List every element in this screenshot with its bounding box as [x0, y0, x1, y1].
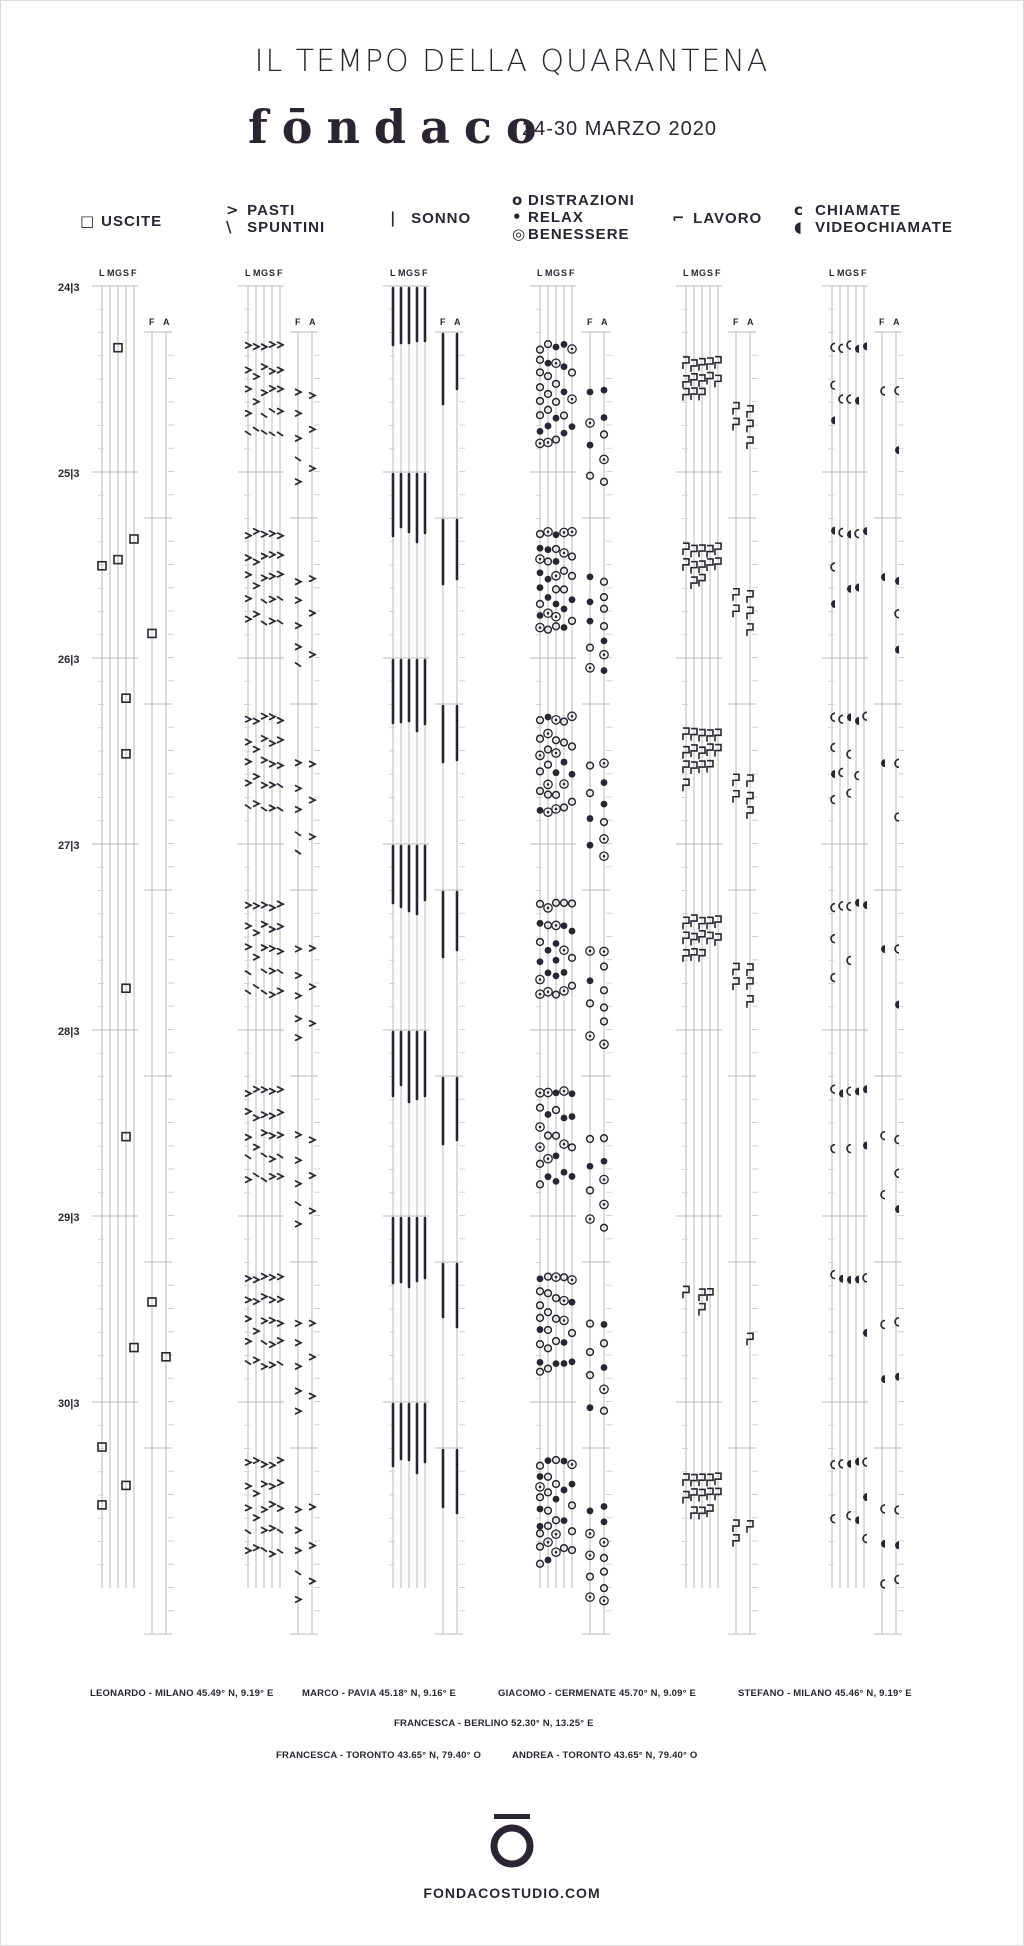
day-label: 30|3 — [58, 1398, 80, 1410]
relax-mark — [601, 387, 608, 394]
call-mark — [895, 759, 899, 767]
relax-mark — [587, 842, 594, 849]
call-mark — [855, 772, 859, 780]
relax-mark — [561, 1115, 568, 1122]
call-mark — [881, 1580, 885, 1588]
legend-distrazioni: o DISTRAZIONI • RELAX ◎ BENESSERE — [512, 191, 635, 243]
legend-sonno: | SONNO — [390, 209, 472, 227]
wellness-mark — [603, 458, 606, 461]
call-mark — [831, 796, 835, 804]
relax-mark — [537, 1275, 544, 1282]
relax-mark — [545, 1457, 552, 1464]
call-mark — [831, 743, 835, 751]
relax-mark — [553, 1360, 560, 1367]
relax-mark — [601, 667, 608, 674]
wellness-mark — [563, 990, 566, 993]
relax-mark — [601, 1518, 608, 1525]
wellness-mark — [603, 1043, 606, 1046]
person-letter-a: G — [845, 268, 853, 278]
wellness-mark — [563, 552, 566, 555]
call-mark — [881, 1191, 885, 1199]
call-mark — [881, 387, 885, 395]
call-mark — [863, 1458, 867, 1466]
square-icon: □ — [80, 212, 96, 230]
wellness-mark — [603, 1541, 606, 1544]
person-letter-a: G — [406, 268, 414, 278]
person-andrea: ANDREA - TORONTO 43.65° N, 79.40° O — [512, 1750, 698, 1761]
relax-mark — [587, 618, 594, 625]
wellness-mark — [555, 808, 558, 811]
wellness-mark — [603, 838, 606, 841]
day-label: 29|3 — [58, 1212, 80, 1224]
c-icon: c — [794, 201, 804, 219]
wellness-mark — [563, 531, 566, 534]
day-label: 28|3 — [58, 1026, 80, 1038]
person-letter-b: A — [601, 317, 608, 327]
wellness-mark — [539, 754, 542, 757]
relax-mark — [601, 1158, 608, 1165]
wellness-mark — [589, 422, 592, 425]
call-mark — [881, 1320, 885, 1328]
relax-mark — [537, 428, 544, 435]
relax-mark — [561, 363, 568, 370]
relax-mark — [545, 969, 552, 976]
relax-mark — [569, 1358, 576, 1365]
relax-mark — [569, 1090, 576, 1097]
relax-mark — [569, 1113, 576, 1120]
relax-mark — [561, 1169, 568, 1176]
relax-mark — [537, 1326, 544, 1333]
wellness-mark — [547, 1157, 550, 1160]
relax-mark — [553, 344, 560, 351]
wellness-mark — [555, 615, 558, 618]
day-label: 25|3 — [58, 468, 80, 480]
relax-mark — [601, 1321, 608, 1328]
chevron-icon: > — [226, 201, 240, 219]
call-mark — [895, 1575, 899, 1583]
call-mark — [847, 1087, 851, 1095]
wellness-mark — [603, 1388, 606, 1391]
relax-mark — [553, 957, 560, 964]
relax-mark — [537, 807, 544, 814]
wellness-mark — [555, 924, 558, 927]
relax-mark — [587, 442, 594, 449]
call-mark — [831, 713, 835, 721]
person-letter-a: L — [245, 268, 251, 278]
call-mark — [839, 902, 843, 910]
call-mark — [847, 789, 851, 797]
relax-mark — [537, 1506, 544, 1513]
call-mark — [831, 1461, 835, 1469]
wellness-mark — [603, 855, 606, 858]
call-mark — [831, 563, 835, 571]
relax-mark — [601, 414, 608, 421]
wellness-mark — [589, 666, 592, 669]
wellness-mark — [563, 1143, 566, 1146]
wellness-mark — [555, 1533, 558, 1536]
call-mark — [863, 1535, 867, 1543]
zigzag-icon: ⌐ — [672, 209, 686, 227]
relax-mark — [553, 940, 560, 947]
wellness-mark — [589, 1596, 592, 1599]
relax-mark — [553, 1178, 560, 1185]
relax-mark — [545, 1111, 552, 1118]
relax-mark — [561, 969, 568, 976]
wellness-mark — [603, 1178, 606, 1181]
call-mark — [863, 712, 867, 720]
relax-mark — [537, 958, 544, 965]
relax-mark — [601, 637, 608, 644]
wellness-mark — [563, 1090, 566, 1093]
wellness-mark — [539, 442, 542, 445]
call-mark — [831, 1145, 835, 1153]
relax-mark — [601, 1503, 608, 1510]
relax-mark — [569, 928, 576, 935]
person-letter-a: G — [553, 268, 561, 278]
person-letter-a: M — [398, 268, 406, 278]
relax-mark — [561, 1339, 568, 1346]
relax-mark — [537, 569, 544, 576]
person-letter-a: L — [390, 268, 396, 278]
wellness-mark — [563, 1299, 566, 1302]
relax-mark — [561, 922, 568, 929]
relax-mark — [545, 423, 552, 430]
legend-pasti: > PASTI \ SPUNTINI — [226, 201, 326, 236]
person-letter-b: F — [149, 317, 155, 327]
wellness-mark — [603, 762, 606, 765]
person-letter-b: F — [295, 317, 301, 327]
wellness-mark — [539, 626, 542, 629]
person-letter-a: S — [414, 268, 421, 278]
relax-mark — [569, 771, 576, 778]
call-mark — [895, 1506, 899, 1514]
page-title: IL TEMPO DELLA QUARANTENA — [254, 44, 770, 79]
relax-mark — [561, 1458, 568, 1465]
person-letter-a: M — [545, 268, 553, 278]
wellness-mark — [539, 978, 542, 981]
legend-chiamate: c CHIAMATE ◖ VIDEOCHIAMATE — [794, 201, 953, 236]
wellness-mark — [547, 990, 550, 993]
relax-mark — [569, 1481, 576, 1488]
relax-mark — [569, 1173, 576, 1180]
person-letter-b: A — [893, 317, 900, 327]
call-mark — [847, 395, 851, 403]
brand-wordmark: fōndaco — [248, 100, 551, 154]
relax-mark — [537, 612, 544, 619]
person-francesca-toronto: FRANCESCA - TORONTO 43.65° N, 79.40° O — [276, 1750, 482, 1761]
person-letter-a: M — [837, 268, 845, 278]
call-mark — [895, 387, 899, 395]
call-mark — [847, 1512, 851, 1520]
wellness-mark — [547, 612, 550, 615]
wellness-mark — [555, 719, 558, 722]
call-mark — [839, 1460, 843, 1468]
wellness-mark — [589, 1554, 592, 1557]
relax-mark — [545, 360, 552, 367]
relax-mark — [561, 1517, 568, 1524]
person-marco: MARCO - PAVIA 45.18° N, 9.16° E — [302, 1688, 457, 1699]
call-mark — [847, 341, 851, 349]
wellness-mark — [555, 1276, 558, 1279]
website-link[interactable]: FONDACOSTUDIO.COM — [423, 1885, 601, 1901]
relax-mark — [553, 1089, 560, 1096]
call-mark — [847, 956, 851, 964]
person-letter-a: M — [107, 268, 115, 278]
wellness-mark — [603, 653, 606, 656]
relax-mark — [601, 1364, 608, 1371]
dot-icon: • — [512, 208, 523, 226]
wellness-mark — [547, 732, 550, 735]
relax-mark — [569, 596, 576, 603]
relax-mark — [545, 1557, 552, 1564]
relax-mark — [545, 947, 552, 954]
relax-mark — [537, 1523, 544, 1530]
relax-mark — [545, 594, 552, 601]
person-letter-b: F — [587, 317, 593, 327]
wellness-mark — [555, 752, 558, 755]
person-letter-a: S — [561, 268, 568, 278]
person-letter-b: A — [747, 317, 754, 327]
call-mark — [847, 750, 851, 758]
person-letter-a: S — [123, 268, 130, 278]
call-mark — [895, 1136, 899, 1144]
relax-mark — [587, 1508, 594, 1515]
relax-mark — [537, 1473, 544, 1480]
wellness-mark — [603, 1203, 606, 1206]
person-letter-a: M — [691, 268, 699, 278]
wellness-mark — [547, 531, 550, 534]
call-mark — [839, 528, 843, 536]
call-mark — [855, 530, 859, 538]
relax-mark — [569, 1299, 576, 1306]
relax-mark — [545, 576, 552, 583]
wellness-mark — [547, 1541, 550, 1544]
wellness-mark — [571, 398, 574, 401]
relax-mark — [553, 1496, 560, 1503]
person-letter-b: F — [879, 317, 885, 327]
relax-mark — [587, 815, 594, 822]
person-letter-b: F — [440, 317, 446, 327]
call-mark — [831, 381, 835, 389]
call-mark — [847, 1145, 851, 1153]
wellness-mark — [563, 783, 566, 786]
person-letter-a: L — [829, 268, 835, 278]
call-mark — [863, 1274, 867, 1282]
person-giacomo: GIACOMO - CERMENATE 45.70° N, 9.09° E — [498, 1688, 697, 1699]
circle-icon: o — [512, 191, 524, 209]
target-icon: ◎ — [512, 225, 527, 243]
relax-mark — [537, 584, 544, 591]
relax-mark — [537, 920, 544, 927]
relax-mark — [587, 977, 594, 984]
legend-lavoro: ⌐ LAVORO — [672, 209, 763, 227]
relax-mark — [561, 341, 568, 348]
wellness-mark — [589, 1035, 592, 1038]
person-letter-a: L — [683, 268, 689, 278]
relax-mark — [553, 769, 560, 776]
wellness-mark — [539, 1146, 542, 1149]
relax-mark — [553, 558, 560, 565]
relax-mark — [561, 624, 568, 631]
person-letter-a: F — [422, 268, 428, 278]
wellness-mark — [539, 993, 542, 996]
call-mark — [881, 1505, 885, 1513]
relax-mark — [587, 573, 594, 580]
wellness-mark — [589, 1532, 592, 1535]
relax-mark — [587, 389, 594, 396]
person-letter-a: F — [715, 268, 721, 278]
wellness-mark — [555, 1551, 558, 1554]
person-letter-b: A — [309, 317, 316, 327]
person-letter-b: A — [163, 317, 170, 327]
person-letter-a: G — [115, 268, 123, 278]
relax-mark — [561, 388, 568, 395]
wellness-mark — [547, 1091, 550, 1094]
person-letter-a: F — [861, 268, 867, 278]
wellness-mark — [539, 1486, 542, 1489]
call-mark — [847, 902, 851, 910]
person-letter-a: S — [707, 268, 714, 278]
day-label: 27|3 — [58, 840, 80, 852]
call-mark — [831, 343, 835, 351]
relax-mark — [587, 1163, 594, 1170]
relax-mark — [545, 714, 552, 721]
wellness-mark — [589, 950, 592, 953]
wellness-mark — [539, 558, 542, 561]
person-letter-a: L — [99, 268, 105, 278]
person-letter-b: F — [733, 317, 739, 327]
person-letter-a: F — [277, 268, 283, 278]
call-mark — [831, 935, 835, 943]
wellness-mark — [555, 362, 558, 365]
relax-mark — [601, 801, 608, 808]
relax-mark — [553, 601, 560, 608]
fondaco-logo-icon — [488, 1812, 536, 1868]
relax-mark — [601, 779, 608, 786]
legend-uscite: □ USCITE — [80, 212, 163, 230]
wellness-mark — [547, 441, 550, 444]
wellness-mark — [589, 1218, 592, 1221]
relax-mark — [561, 606, 568, 613]
relax-mark — [553, 1152, 560, 1159]
wellness-mark — [547, 907, 550, 910]
relax-mark — [561, 1487, 568, 1494]
relax-mark — [545, 546, 552, 553]
call-mark — [839, 395, 843, 403]
bar-icon: | — [390, 209, 397, 227]
person-leonardo: LEONARDO - MILANO 45.49° N, 9.19° E — [90, 1688, 274, 1699]
person-letter-a: S — [853, 268, 860, 278]
day-label: 26|3 — [58, 654, 80, 666]
wellness-mark — [603, 1599, 606, 1602]
person-letter-a: F — [569, 268, 575, 278]
call-mark — [895, 1169, 899, 1177]
person-letter-a: F — [131, 268, 137, 278]
wellness-mark — [571, 530, 574, 533]
date-range: 24-30 MARZO 2020 — [522, 118, 717, 140]
wellness-mark — [547, 783, 550, 786]
relax-mark — [545, 1173, 552, 1180]
wellness-mark — [571, 715, 574, 718]
call-mark — [831, 1085, 835, 1093]
relax-mark — [537, 1359, 544, 1366]
call-mark — [839, 344, 843, 352]
wellness-mark — [571, 348, 574, 351]
day-label: 24|3 — [58, 282, 80, 294]
call-mark — [839, 715, 843, 723]
relax-mark — [561, 430, 568, 437]
wellness-mark — [539, 1126, 542, 1129]
relax-mark — [569, 423, 576, 430]
relax-mark — [561, 1360, 568, 1367]
person-letter-b: A — [454, 317, 461, 327]
wellness-mark — [555, 574, 558, 577]
relax-mark — [553, 531, 560, 538]
filled-c-icon: ◖ — [794, 218, 803, 236]
wellness-mark — [571, 1279, 574, 1282]
relax-mark — [587, 1404, 594, 1411]
call-mark — [839, 768, 843, 776]
wellness-mark — [539, 1091, 542, 1094]
person-letter-a: M — [253, 268, 261, 278]
person-francesca-berlino: FRANCESCA - BERLINO 52.30° N, 13.25° E — [394, 1718, 594, 1729]
tick-icon: \ — [226, 218, 233, 236]
wellness-mark — [563, 949, 566, 952]
call-mark — [831, 904, 835, 912]
relax-mark — [587, 599, 594, 606]
wellness-mark — [563, 1319, 566, 1322]
person-letter-a: S — [269, 268, 276, 278]
call-mark — [831, 974, 835, 982]
call-mark — [831, 1271, 835, 1279]
wellness-mark — [547, 811, 550, 814]
relax-mark — [553, 973, 560, 980]
relax-mark — [553, 415, 560, 422]
call-mark — [895, 1318, 899, 1326]
wellness-mark — [603, 950, 606, 953]
wellness-mark — [571, 1463, 574, 1466]
call-mark — [895, 945, 899, 953]
person-letter-a: G — [699, 268, 707, 278]
person-letter-a: L — [537, 268, 543, 278]
person-letter-a: G — [261, 268, 269, 278]
relax-mark — [561, 759, 568, 766]
person-stefano: STEFANO - MILANO 45.46° N, 9.19° E — [738, 1688, 912, 1699]
call-mark — [881, 1132, 885, 1140]
relax-mark — [537, 545, 544, 552]
